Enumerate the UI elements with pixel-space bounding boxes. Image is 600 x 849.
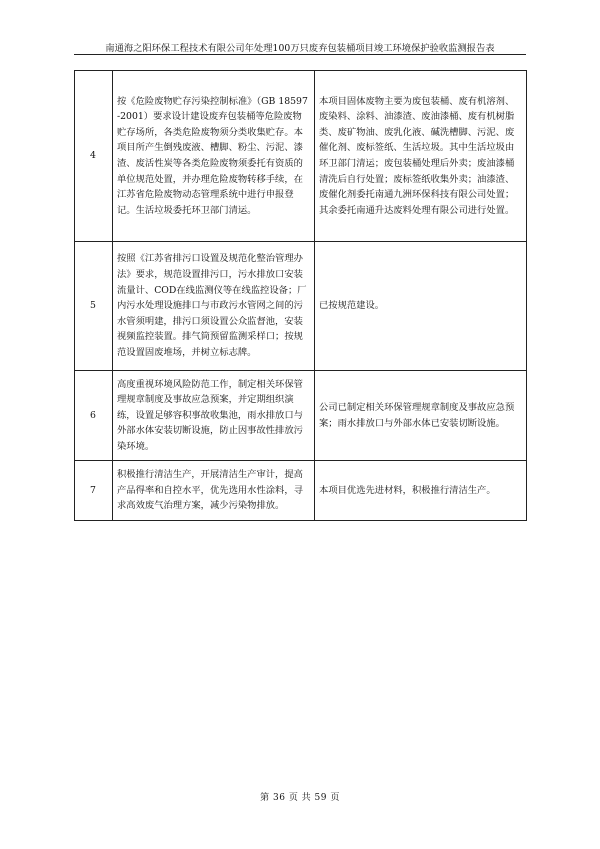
row-number: 7 <box>75 461 113 521</box>
page-number: 第 36 页 共 59 页 <box>260 793 340 803</box>
requirement-cell: 积极推行清洁生产，开展清洁生产审计，提高产品得率和自控水平，优先选用水性涂料，寻求高效废气治理方案，减少污染物排放。 <box>113 461 315 521</box>
row-number: 4 <box>75 71 113 242</box>
implementation-cell: 本项目固体废物主要为废包装桶、废有机溶剂、废染料、涂料、油漆渣、废油漆桶、废有机树脂类、废矿物油、废乳化液、碱洗槽脚、污泥、废催化剂、废标签纸、生活垃圾。其中生活垃圾由环卫部门清运；废包装桶处理后外卖；废油漆桶清洗后自行处置；废标签纸收集外卖；油漆渣、废催化剂委托南通九洲环保科技有限公司处置；其余委托南通升达废料处理有限公司进行处置。 <box>315 71 527 242</box>
row-number: 5 <box>75 242 113 371</box>
row-number: 6 <box>75 371 113 461</box>
implementation-cell: 公司已制定相关环保管理规章制度及事故应急预案；雨水排放口与外部水体已安装切断设施。 <box>315 371 527 461</box>
page-header: 南通海之阳环保工程技术有限公司年处理100万只废弃包装桶项目竣工环境保护验收监测报告表 <box>105 43 495 54</box>
implementation-cell: 本项目优选先进材料，积极推行清洁生产。 <box>315 461 527 521</box>
header-divider <box>74 54 526 55</box>
implementation-cell: 已按规范建设。 <box>315 242 527 371</box>
requirement-cell: 高度重视环境风险防范工作，制定相关环保管理规章制度及事故应急预案，并定期组织演练，设置足够容积事故收集池，雨水排放口与外部水体安装切断设施，防止因事故性排放污染环境。 <box>113 371 315 461</box>
requirements-table <box>74 70 527 521</box>
requirement-cell: 按《危险废物贮存污染控制标准》（GB 18597-2001）要求设计建设废弃包装桶等危险废物贮存场所，各类危险废物须分类收集贮存。本项目所产生倒残废液、槽脚、粉尘、污泥、漆渣、废活性炭等各类危险废物须委托有资质的单位规范处置，并办理危险废物转移手续，在江苏省危险废物动态管理系统中进行申报登记。生活垃圾委托环卫部门清运。 <box>113 71 315 242</box>
table-row <box>75 371 527 461</box>
table-row <box>75 242 527 371</box>
table-row <box>75 71 527 242</box>
requirement-cell: 按照《江苏省排污口设置及规范化整治管理办法》要求，规范设置排污口，污水排放口安装流量计、COD在线监测仪等在线监控设备；厂内污水处理设施排口与市政污水管网之间的污水管须明建，排污口须设置公众监督池，安装视频监控装置。排气筒预留监测采样口；按规范设置固废堆场，并树立标志牌。 <box>113 242 315 371</box>
table-row <box>75 461 527 521</box>
